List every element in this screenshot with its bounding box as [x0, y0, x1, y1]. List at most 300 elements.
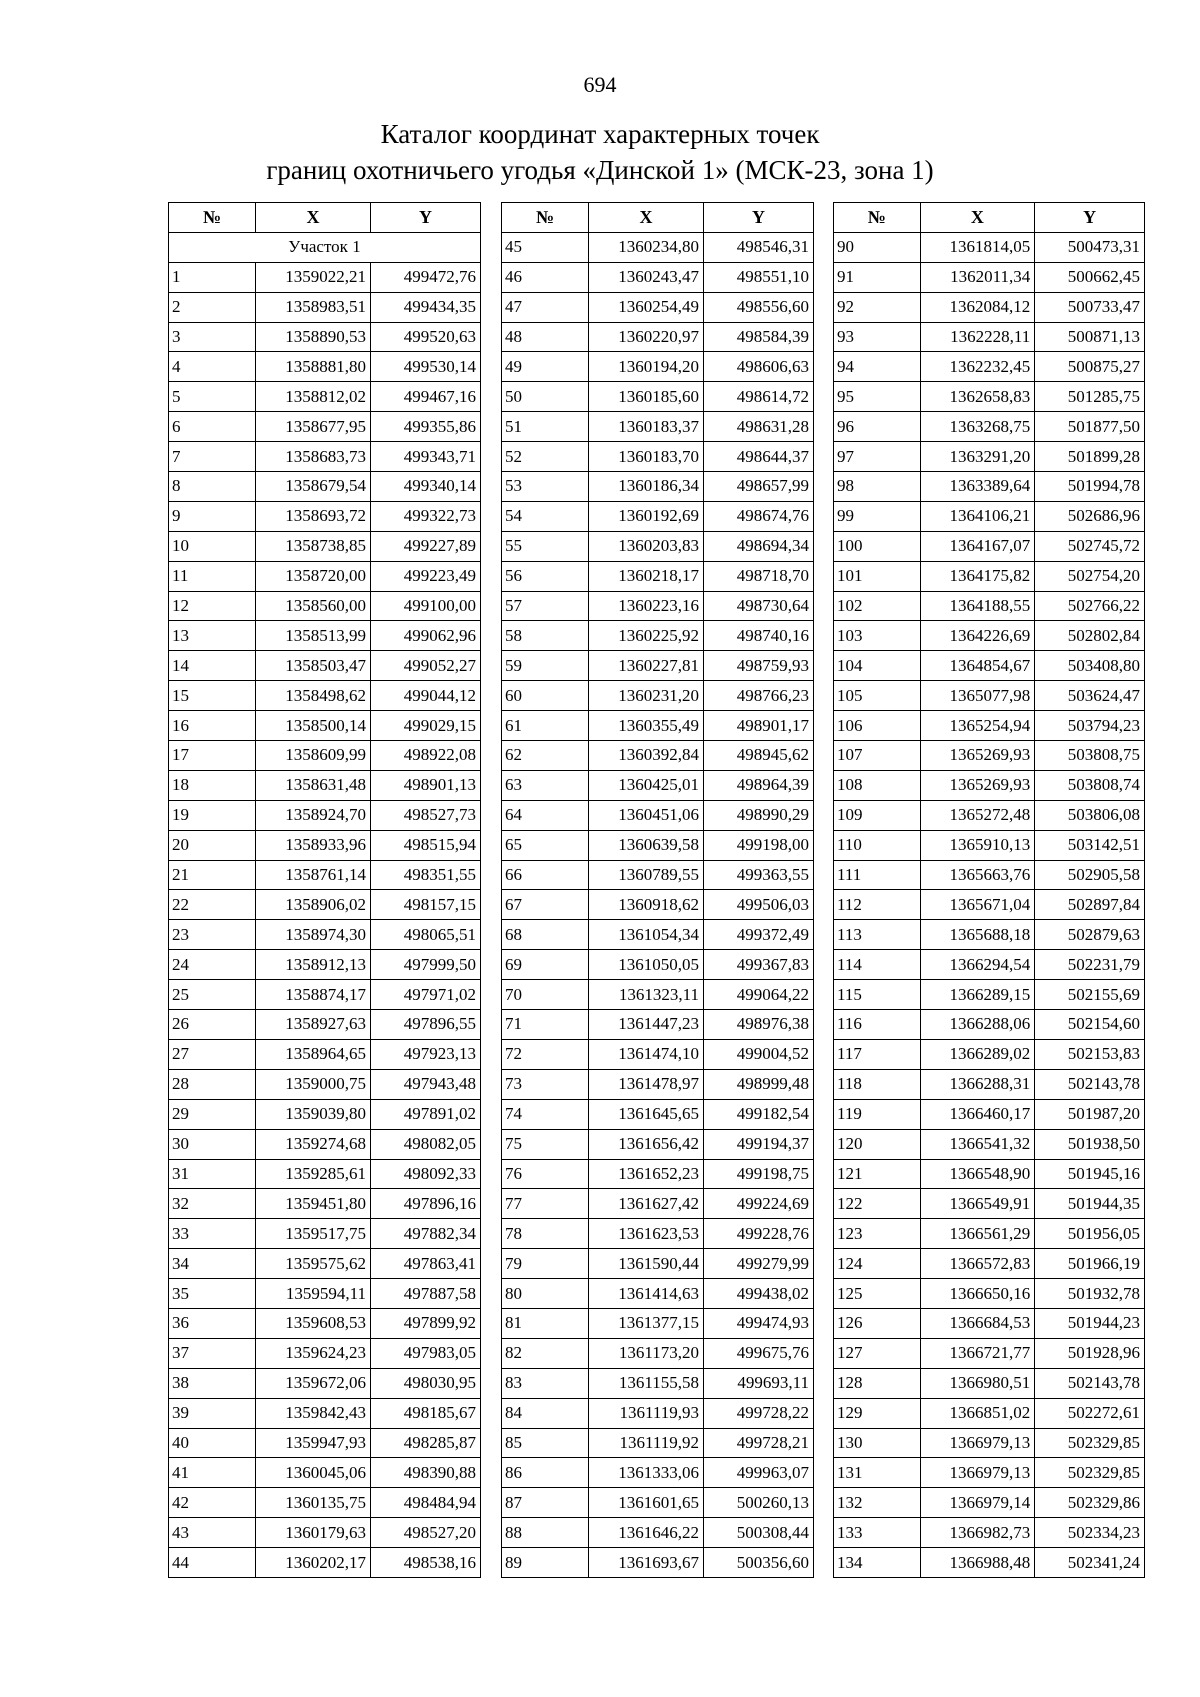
- table-row: [169, 1249, 481, 1279]
- table-row: [834, 950, 1145, 980]
- table-row: [834, 1308, 1145, 1338]
- x-coordinate: 1361601,65: [589, 1488, 704, 1518]
- table-row: [502, 382, 814, 412]
- x-coordinate: 1366979,14: [920, 1488, 1035, 1518]
- y-coordinate: 499530,14: [371, 352, 481, 382]
- point-number: 82: [502, 1338, 589, 1368]
- table-row: [169, 1368, 481, 1398]
- y-coordinate: 497896,16: [371, 1189, 481, 1219]
- table-row: [834, 472, 1145, 502]
- point-number: 45: [502, 232, 589, 262]
- section-label: Участок 1: [169, 232, 481, 262]
- y-coordinate: 498285,87: [371, 1428, 481, 1458]
- table-row: [834, 1189, 1145, 1219]
- point-number: 120: [834, 1129, 921, 1159]
- x-coordinate: 1361050,05: [589, 950, 704, 980]
- x-coordinate: 1361054,34: [589, 920, 704, 950]
- point-number: 8: [169, 472, 256, 502]
- table-row: [502, 501, 814, 531]
- x-coordinate: 1358679,54: [256, 472, 371, 502]
- point-number: 77: [502, 1189, 589, 1219]
- x-coordinate: 1360425,01: [589, 770, 704, 800]
- x-coordinate: 1360451,06: [589, 800, 704, 830]
- x-coordinate: 1363389,64: [920, 472, 1035, 502]
- table-row: [834, 1428, 1145, 1458]
- y-coordinate: 501956,05: [1035, 1219, 1145, 1249]
- point-number: 24: [169, 950, 256, 980]
- y-coordinate: 501899,28: [1035, 442, 1145, 472]
- y-coordinate: 498631,28: [704, 412, 814, 442]
- table-row: [169, 890, 481, 920]
- table-row: [502, 1548, 814, 1578]
- x-coordinate: 1366288,31: [920, 1069, 1035, 1099]
- x-coordinate: 1358609,99: [256, 741, 371, 771]
- point-number: 57: [502, 591, 589, 621]
- table-row: [834, 322, 1145, 352]
- y-coordinate: 498759,93: [704, 651, 814, 681]
- point-number: 18: [169, 770, 256, 800]
- table-row: [502, 412, 814, 442]
- x-coordinate: 1360639,58: [589, 830, 704, 860]
- x-coordinate: 1358927,63: [256, 1010, 371, 1040]
- table-row: [502, 531, 814, 561]
- y-coordinate: 501877,50: [1035, 412, 1145, 442]
- x-coordinate: 1360234,80: [589, 232, 704, 262]
- point-number: 55: [502, 531, 589, 561]
- table-row: [834, 890, 1145, 920]
- table-row: [502, 322, 814, 352]
- x-coordinate: 1359672,06: [256, 1368, 371, 1398]
- y-coordinate: 499438,02: [704, 1279, 814, 1309]
- y-coordinate: 499472,76: [371, 262, 481, 292]
- point-number: 119: [834, 1099, 921, 1129]
- y-coordinate: 498527,73: [371, 800, 481, 830]
- y-coordinate: 502686,96: [1035, 501, 1145, 531]
- point-number: 66: [502, 860, 589, 890]
- x-coordinate: 1366548,90: [920, 1159, 1035, 1189]
- point-number: 102: [834, 591, 921, 621]
- y-coordinate: 501285,75: [1035, 382, 1145, 412]
- table-row: [502, 1308, 814, 1338]
- table-row: [169, 561, 481, 591]
- x-coordinate: 1358964,65: [256, 1039, 371, 1069]
- table-row: [169, 442, 481, 472]
- table-row: [834, 382, 1145, 412]
- table-row: [834, 711, 1145, 741]
- x-coordinate: 1361173,20: [589, 1338, 704, 1368]
- table-row: [502, 292, 814, 322]
- x-coordinate: 1360227,81: [589, 651, 704, 681]
- y-coordinate: 502272,61: [1035, 1398, 1145, 1428]
- y-coordinate: 497882,34: [371, 1219, 481, 1249]
- table-row: [169, 1518, 481, 1548]
- table-row: [502, 890, 814, 920]
- x-coordinate: 1366549,91: [920, 1189, 1035, 1219]
- point-number: 83: [502, 1368, 589, 1398]
- table-row: [834, 442, 1145, 472]
- point-number: 114: [834, 950, 921, 980]
- y-coordinate: 503806,08: [1035, 800, 1145, 830]
- y-coordinate: 497863,41: [371, 1249, 481, 1279]
- y-coordinate: 498030,95: [371, 1368, 481, 1398]
- y-coordinate: 498674,76: [704, 501, 814, 531]
- y-coordinate: 501945,16: [1035, 1159, 1145, 1189]
- point-number: 91: [834, 262, 921, 292]
- point-number: 56: [502, 561, 589, 591]
- point-number: 46: [502, 262, 589, 292]
- x-coordinate: 1361333,06: [589, 1458, 704, 1488]
- x-coordinate: 1366988,48: [920, 1548, 1035, 1578]
- y-coordinate: 499322,73: [371, 501, 481, 531]
- point-number: 68: [502, 920, 589, 950]
- x-coordinate: 1360192,69: [589, 501, 704, 531]
- table-row: [169, 1039, 481, 1069]
- point-number: 59: [502, 651, 589, 681]
- table-row: [834, 830, 1145, 860]
- y-coordinate: 498945,62: [704, 741, 814, 771]
- x-coordinate: 1360183,37: [589, 412, 704, 442]
- x-coordinate: 1360194,20: [589, 352, 704, 382]
- point-number: 41: [169, 1458, 256, 1488]
- x-coordinate: 1361693,67: [589, 1548, 704, 1578]
- x-coordinate: 1366979,13: [920, 1458, 1035, 1488]
- table-row: [502, 860, 814, 890]
- y-coordinate: 498584,39: [704, 322, 814, 352]
- y-coordinate: 502329,85: [1035, 1428, 1145, 1458]
- point-number: 85: [502, 1428, 589, 1458]
- point-number: 126: [834, 1308, 921, 1338]
- y-coordinate: 498901,17: [704, 711, 814, 741]
- table-row: [169, 1219, 481, 1249]
- table-row: [834, 232, 1145, 262]
- x-coordinate: 1364188,55: [920, 591, 1035, 621]
- table-row: [169, 322, 481, 352]
- table-row: [834, 1249, 1145, 1279]
- table-row: [834, 412, 1145, 442]
- x-coordinate: 1361414,63: [589, 1279, 704, 1309]
- table-row: [502, 1279, 814, 1309]
- x-coordinate: 1361652,23: [589, 1159, 704, 1189]
- point-number: 86: [502, 1458, 589, 1488]
- y-coordinate: 501944,35: [1035, 1189, 1145, 1219]
- y-coordinate: 503808,75: [1035, 741, 1145, 771]
- x-coordinate: 1358500,14: [256, 711, 371, 741]
- y-coordinate: 502329,86: [1035, 1488, 1145, 1518]
- y-coordinate: 498766,23: [704, 681, 814, 711]
- y-coordinate: 497923,13: [371, 1039, 481, 1069]
- table-row: [169, 651, 481, 681]
- table-row: [169, 1010, 481, 1040]
- y-coordinate: 498976,38: [704, 1010, 814, 1040]
- x-coordinate: 1362658,83: [920, 382, 1035, 412]
- header-y: Y: [1035, 203, 1145, 233]
- table-row: [502, 1099, 814, 1129]
- x-coordinate: 1362084,12: [920, 292, 1035, 322]
- point-number: 123: [834, 1219, 921, 1249]
- x-coordinate: 1364106,21: [920, 501, 1035, 531]
- table-row: [834, 1368, 1145, 1398]
- table-row: [834, 352, 1145, 382]
- x-coordinate: 1361656,42: [589, 1129, 704, 1159]
- point-number: 60: [502, 681, 589, 711]
- y-coordinate: 498185,67: [371, 1398, 481, 1428]
- table-row: [502, 1518, 814, 1548]
- point-number: 25: [169, 980, 256, 1010]
- table-row: [834, 1398, 1145, 1428]
- table-row: [502, 1368, 814, 1398]
- point-number: 16: [169, 711, 256, 741]
- table-row: [502, 232, 814, 262]
- coordinate-tables: [168, 202, 1145, 1577]
- table-row: [834, 1159, 1145, 1189]
- table-row: [502, 591, 814, 621]
- point-number: 88: [502, 1518, 589, 1548]
- x-coordinate: 1360225,92: [589, 621, 704, 651]
- x-coordinate: 1364226,69: [920, 621, 1035, 651]
- x-coordinate: 1358513,99: [256, 621, 371, 651]
- y-coordinate: 501932,78: [1035, 1279, 1145, 1309]
- y-coordinate: 502153,83: [1035, 1039, 1145, 1069]
- x-coordinate: 1366572,83: [920, 1249, 1035, 1279]
- y-coordinate: 498515,94: [371, 830, 481, 860]
- x-coordinate: 1359842,43: [256, 1398, 371, 1428]
- y-coordinate: 501944,23: [1035, 1308, 1145, 1338]
- point-number: 58: [502, 621, 589, 651]
- point-number: 26: [169, 1010, 256, 1040]
- table-row: [169, 980, 481, 1010]
- x-coordinate: 1359000,75: [256, 1069, 371, 1099]
- y-coordinate: 499372,49: [704, 920, 814, 950]
- point-number: 94: [834, 352, 921, 382]
- y-coordinate: 500875,27: [1035, 352, 1145, 382]
- table-row: [502, 621, 814, 651]
- point-number: 65: [502, 830, 589, 860]
- table-row: [834, 1069, 1145, 1099]
- point-number: 17: [169, 741, 256, 771]
- x-coordinate: 1366289,02: [920, 1039, 1035, 1069]
- x-coordinate: 1359575,62: [256, 1249, 371, 1279]
- x-coordinate: 1360789,55: [589, 860, 704, 890]
- point-number: 103: [834, 621, 921, 651]
- x-coordinate: 1360179,63: [256, 1518, 371, 1548]
- table-row: [169, 1308, 481, 1338]
- x-coordinate: 1361474,10: [589, 1039, 704, 1069]
- table-row: [834, 501, 1145, 531]
- x-coordinate: 1366982,73: [920, 1518, 1035, 1548]
- point-number: 64: [502, 800, 589, 830]
- point-number: 52: [502, 442, 589, 472]
- table-row: [834, 860, 1145, 890]
- y-coordinate: 498718,70: [704, 561, 814, 591]
- point-number: 99: [834, 501, 921, 531]
- table-row: [502, 1458, 814, 1488]
- point-number: 104: [834, 651, 921, 681]
- y-coordinate: 499367,83: [704, 950, 814, 980]
- x-coordinate: 1358498,62: [256, 681, 371, 711]
- table-row: [834, 1458, 1145, 1488]
- point-number: 127: [834, 1338, 921, 1368]
- y-coordinate: 497983,05: [371, 1338, 481, 1368]
- y-coordinate: 498527,20: [371, 1518, 481, 1548]
- table-row: [169, 741, 481, 771]
- point-number: 13: [169, 621, 256, 651]
- y-coordinate: 502154,60: [1035, 1010, 1145, 1040]
- point-number: 67: [502, 890, 589, 920]
- x-coordinate: 1366980,51: [920, 1368, 1035, 1398]
- table-row: [502, 770, 814, 800]
- x-coordinate: 1361590,44: [589, 1249, 704, 1279]
- x-coordinate: 1361377,15: [589, 1308, 704, 1338]
- y-coordinate: 500260,13: [704, 1488, 814, 1518]
- point-number: 54: [502, 501, 589, 531]
- x-coordinate: 1358924,70: [256, 800, 371, 830]
- point-number: 133: [834, 1518, 921, 1548]
- table-row: [834, 292, 1145, 322]
- y-coordinate: 499693,11: [704, 1368, 814, 1398]
- table-row: [502, 1428, 814, 1458]
- table-row: [834, 1488, 1145, 1518]
- point-number: 31: [169, 1159, 256, 1189]
- table-row: [502, 1039, 814, 1069]
- x-coordinate: 1366460,17: [920, 1099, 1035, 1129]
- table-row: [169, 412, 481, 442]
- point-number: 40: [169, 1428, 256, 1458]
- x-coordinate: 1361645,65: [589, 1099, 704, 1129]
- point-number: 106: [834, 711, 921, 741]
- table-row: [834, 1010, 1145, 1040]
- y-coordinate: 503808,74: [1035, 770, 1145, 800]
- point-number: 42: [169, 1488, 256, 1518]
- table-row: [502, 800, 814, 830]
- y-coordinate: 498538,16: [371, 1548, 481, 1578]
- point-number: 75: [502, 1129, 589, 1159]
- point-number: 50: [502, 382, 589, 412]
- point-number: 109: [834, 800, 921, 830]
- point-number: 84: [502, 1398, 589, 1428]
- table-row: [834, 770, 1145, 800]
- x-coordinate: 1363291,20: [920, 442, 1035, 472]
- y-coordinate: 499224,69: [704, 1189, 814, 1219]
- y-coordinate: 499279,99: [704, 1249, 814, 1279]
- x-coordinate: 1360231,20: [589, 681, 704, 711]
- x-coordinate: 1358874,17: [256, 980, 371, 1010]
- point-number: 22: [169, 890, 256, 920]
- table-row: [834, 621, 1145, 651]
- x-coordinate: 1364854,67: [920, 651, 1035, 681]
- y-coordinate: 499363,55: [704, 860, 814, 890]
- x-coordinate: 1358761,14: [256, 860, 371, 890]
- header-num: №: [502, 203, 589, 233]
- point-number: 35: [169, 1279, 256, 1309]
- point-number: 2: [169, 292, 256, 322]
- y-coordinate: 500356,60: [704, 1548, 814, 1578]
- x-coordinate: 1366979,13: [920, 1428, 1035, 1458]
- x-coordinate: 1360392,84: [589, 741, 704, 771]
- table-row: [834, 651, 1145, 681]
- x-coordinate: 1361119,92: [589, 1428, 704, 1458]
- x-coordinate: 1362011,34: [920, 262, 1035, 292]
- y-coordinate: 499029,15: [371, 711, 481, 741]
- table-row: [834, 1099, 1145, 1129]
- y-coordinate: 499728,21: [704, 1428, 814, 1458]
- table-row: [169, 501, 481, 531]
- table-row: [169, 1279, 481, 1309]
- table-row: [169, 1428, 481, 1458]
- y-coordinate: 500473,31: [1035, 232, 1145, 262]
- y-coordinate: 498964,39: [704, 770, 814, 800]
- x-coordinate: 1365671,04: [920, 890, 1035, 920]
- table-row: [502, 920, 814, 950]
- point-number: 72: [502, 1039, 589, 1069]
- y-coordinate: 498740,16: [704, 621, 814, 651]
- point-number: 33: [169, 1219, 256, 1249]
- header-x: X: [920, 203, 1035, 233]
- y-coordinate: 499340,14: [371, 472, 481, 502]
- table-row: [834, 1279, 1145, 1309]
- y-coordinate: 498092,33: [371, 1159, 481, 1189]
- x-coordinate: 1361814,05: [920, 232, 1035, 262]
- table-row: [169, 292, 481, 322]
- point-number: 20: [169, 830, 256, 860]
- point-number: 76: [502, 1159, 589, 1189]
- y-coordinate: 497891,02: [371, 1099, 481, 1129]
- y-coordinate: 498644,37: [704, 442, 814, 472]
- table-row: [169, 1548, 481, 1578]
- x-coordinate: 1358738,85: [256, 531, 371, 561]
- point-number: 43: [169, 1518, 256, 1548]
- table-row: [169, 1458, 481, 1488]
- y-coordinate: 498082,05: [371, 1129, 481, 1159]
- y-coordinate: 501987,20: [1035, 1099, 1145, 1129]
- point-number: 6: [169, 412, 256, 442]
- y-coordinate: 498546,31: [704, 232, 814, 262]
- table-row: [169, 1398, 481, 1428]
- x-coordinate: 1366721,77: [920, 1338, 1035, 1368]
- y-coordinate: 502879,63: [1035, 920, 1145, 950]
- y-coordinate: 501938,50: [1035, 1129, 1145, 1159]
- point-number: 4: [169, 352, 256, 382]
- point-number: 95: [834, 382, 921, 412]
- title-line-1: Каталог координат характерных точек: [380, 119, 820, 149]
- y-coordinate: 499100,00: [371, 591, 481, 621]
- point-number: 38: [169, 1368, 256, 1398]
- point-number: 107: [834, 741, 921, 771]
- point-number: 122: [834, 1189, 921, 1219]
- header-num: №: [834, 203, 921, 233]
- y-coordinate: 502897,84: [1035, 890, 1145, 920]
- table-row: [834, 1129, 1145, 1159]
- point-number: 15: [169, 681, 256, 711]
- x-coordinate: 1359022,21: [256, 262, 371, 292]
- point-number: 3: [169, 322, 256, 352]
- x-coordinate: 1358677,95: [256, 412, 371, 442]
- table-row: [502, 1488, 814, 1518]
- y-coordinate: 502231,79: [1035, 950, 1145, 980]
- x-coordinate: 1360223,16: [589, 591, 704, 621]
- x-coordinate: 1359517,75: [256, 1219, 371, 1249]
- x-coordinate: 1358906,02: [256, 890, 371, 920]
- point-number: 110: [834, 830, 921, 860]
- y-coordinate: 502143,78: [1035, 1368, 1145, 1398]
- point-number: 130: [834, 1428, 921, 1458]
- table-row: [169, 1159, 481, 1189]
- point-number: 47: [502, 292, 589, 322]
- point-number: 70: [502, 980, 589, 1010]
- coordinates-table-2: [501, 202, 814, 1578]
- x-coordinate: 1360186,34: [589, 472, 704, 502]
- table-row: [502, 1069, 814, 1099]
- table-row: [502, 352, 814, 382]
